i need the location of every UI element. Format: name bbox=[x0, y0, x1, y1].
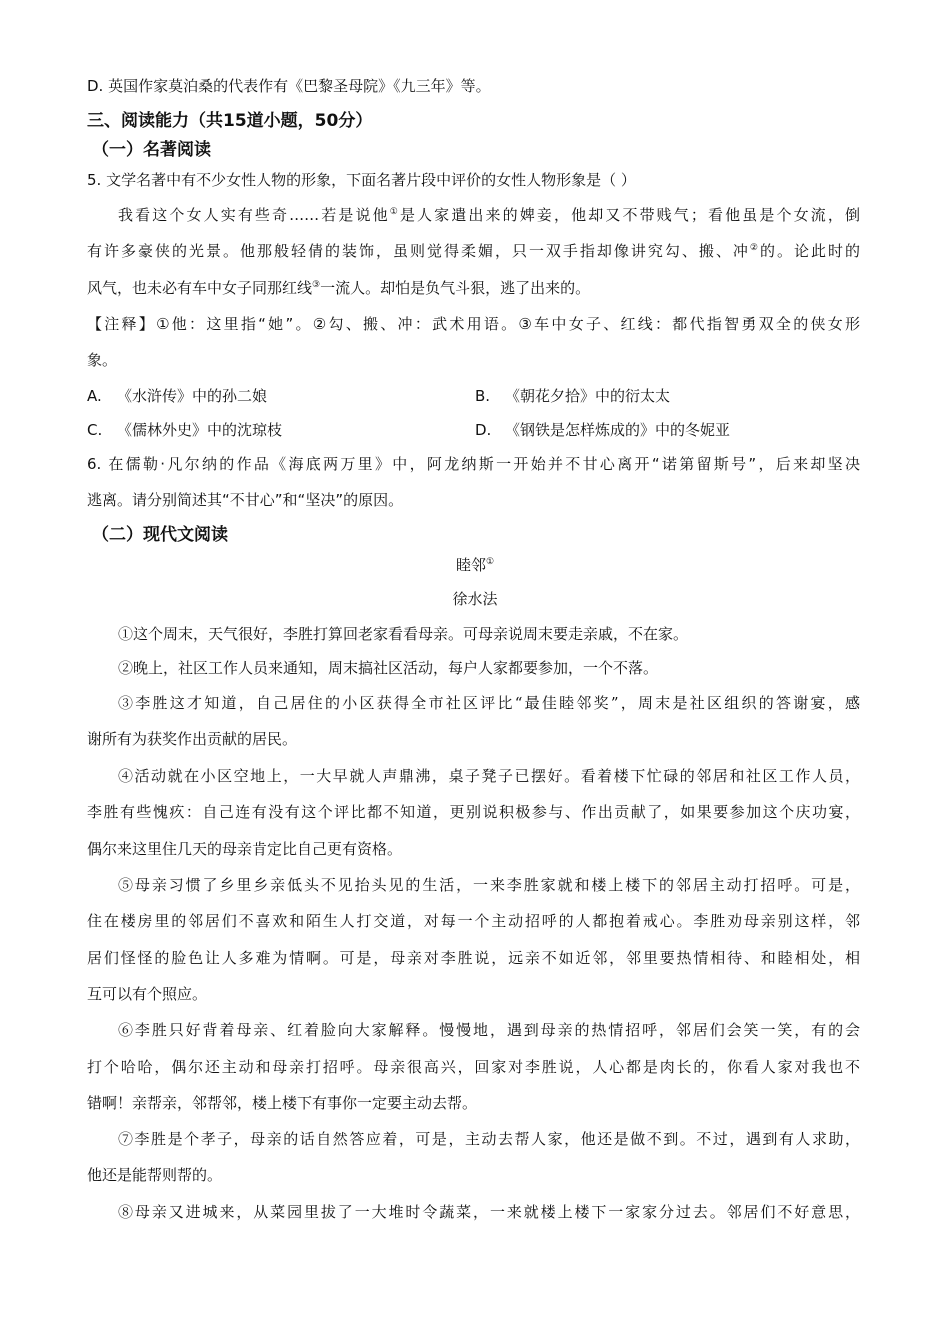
q5-note-line1: 【注释】①他：这里指“她”。②勾、搬、冲：武术用语。③车中女子、红线：都代指智勇双全的侠女形 bbox=[87, 315, 860, 333]
article-p5-line1: ⑤母亲习惯了乡里乡亲低头不见抬头见的生活，一来李胜家就和楼上楼下的邻居主动打招呼。可是， bbox=[118, 876, 860, 894]
part1-title: （一）名著阅读 bbox=[92, 140, 211, 160]
article-p6-line3: 错啊！亲帮亲，邻帮邻，楼上楼下有事你一定要主动去帮。 bbox=[87, 1094, 478, 1112]
article-author: 徐水法 bbox=[452, 590, 498, 608]
article-p3-line2: 谢所有为获奖作出贡献的居民。 bbox=[87, 730, 298, 748]
article-p7-line2: 他还是能帮则帮的。 bbox=[87, 1166, 223, 1184]
q5-stem: 5. 文学名著中有不少女性人物的形象，下面名著片段中评价的女性人物形象是（ ） bbox=[87, 171, 636, 189]
q5-option-d: D. 《钢铁是怎样炼成的》中的冬妮亚 bbox=[475, 421, 731, 439]
q5-note-line2: 象。 bbox=[87, 351, 118, 369]
q5-option-b: B. 《朝花夕拾》中的衍太太 bbox=[475, 387, 671, 405]
q5-passage-line2: 有许多豪侠的光景。他那般轻倩的装饰，虽则觉得柔媚，只一双手指却像讲究勾、搬、冲②的。论此时的 bbox=[87, 242, 860, 260]
article-p6-line2: 打个哈哈，偶尔还主动和母亲打招呼。母亲很高兴，回家对李胜说，人心都是肉长的，你看人家对我也不 bbox=[87, 1058, 860, 1076]
article-p6-line1: ⑥李胜只好背着母亲、红着脸向大家解释。慢慢地，遇到母亲的热情招呼，邻居们会笑一笑，有的会 bbox=[118, 1021, 860, 1039]
section3-title: 三、阅读能力（共15道小题，50分） bbox=[87, 111, 373, 131]
article-p4-line3: 偶尔来这里住几天的母亲肯定比自己更有资格。 bbox=[87, 840, 403, 858]
article-p8-line1: ⑧母亲又进城来，从菜园里拔了一大堆时令蔬菜，一来就楼上楼下一家家分过去。邻居们不好意思， bbox=[118, 1203, 860, 1221]
article-p2: ②晚上，社区工作人员来通知，周末搞社区活动，每户人家都要参加，一个不落。 bbox=[118, 659, 659, 677]
q6-line1: 6. 在儒勒·凡尔纳的作品《海底两万里》中，阿龙纳斯一开始并不甘心离开“诺第留斯号”，后来却坚决 bbox=[87, 455, 860, 473]
article-p5-line2: 住在楼房里的邻居们不喜欢和陌生人打交道，对每一个主动招呼的人都抱着戒心。李胜劝母亲别这样，邻 bbox=[87, 912, 860, 930]
article-p4-line2: 李胜有些愧疚：自己连有没有这个评比都不知道，更别说积极参与、作出贡献了，如果要参加这个庆功宴， bbox=[87, 803, 860, 821]
q5-passage-line1: 我看这个女人实有些奇……若是说他①是人家遣出来的婢妾，他却又不带贱气；看他虽是个女流，倒 bbox=[118, 206, 860, 224]
article-p4-line1: ④活动就在小区空地上，一大早就人声鼎沸，桌子凳子已摆好。看着楼下忙碌的邻居和社区工作人员， bbox=[118, 767, 860, 785]
article-p7-line1: ⑦李胜是个孝子，母亲的话自然答应着，可是，主动去帮人家，他还是做不到。不过，遇到有人求助， bbox=[118, 1130, 860, 1148]
article-p1: ①这个周末，天气很好，李胜打算回老家看看母亲。可母亲说周末要走亲戚，不在家。 bbox=[118, 625, 689, 643]
q5-option-c: C. 《儒林外史》中的沈琼枝 bbox=[87, 421, 283, 439]
q4-option-d: D. 英国作家莫泊桑的代表作有《巴黎圣母院》《九三年》等。 bbox=[87, 77, 491, 95]
article-p5-line4: 互可以有个照应。 bbox=[87, 985, 208, 1003]
q6-line2: 逃离。请分别简述其“不甘心”和“坚决”的原因。 bbox=[87, 491, 404, 509]
part2-title: （二）现代文阅读 bbox=[92, 525, 228, 545]
article-p5-line3: 居们怪怪的脸色让人多难为情啊。可是，母亲对李胜说，远亲不如近邻，邻里要热情相待、和睦相处，相 bbox=[87, 949, 860, 967]
article-title: 睦邻① bbox=[455, 556, 495, 574]
article-p3-line1: ③李胜这才知道，自己居住的小区获得全市社区评比“最佳睦邻奖”，周末是社区组织的答谢宴，感 bbox=[118, 694, 860, 712]
q5-option-a: A. 《水浒传》中的孙二娘 bbox=[87, 387, 268, 405]
q5-passage-line3: 风气，也未必有车中女子同那红线③一流人。却怕是负气斗狠，逃了出来的。 bbox=[87, 279, 591, 297]
